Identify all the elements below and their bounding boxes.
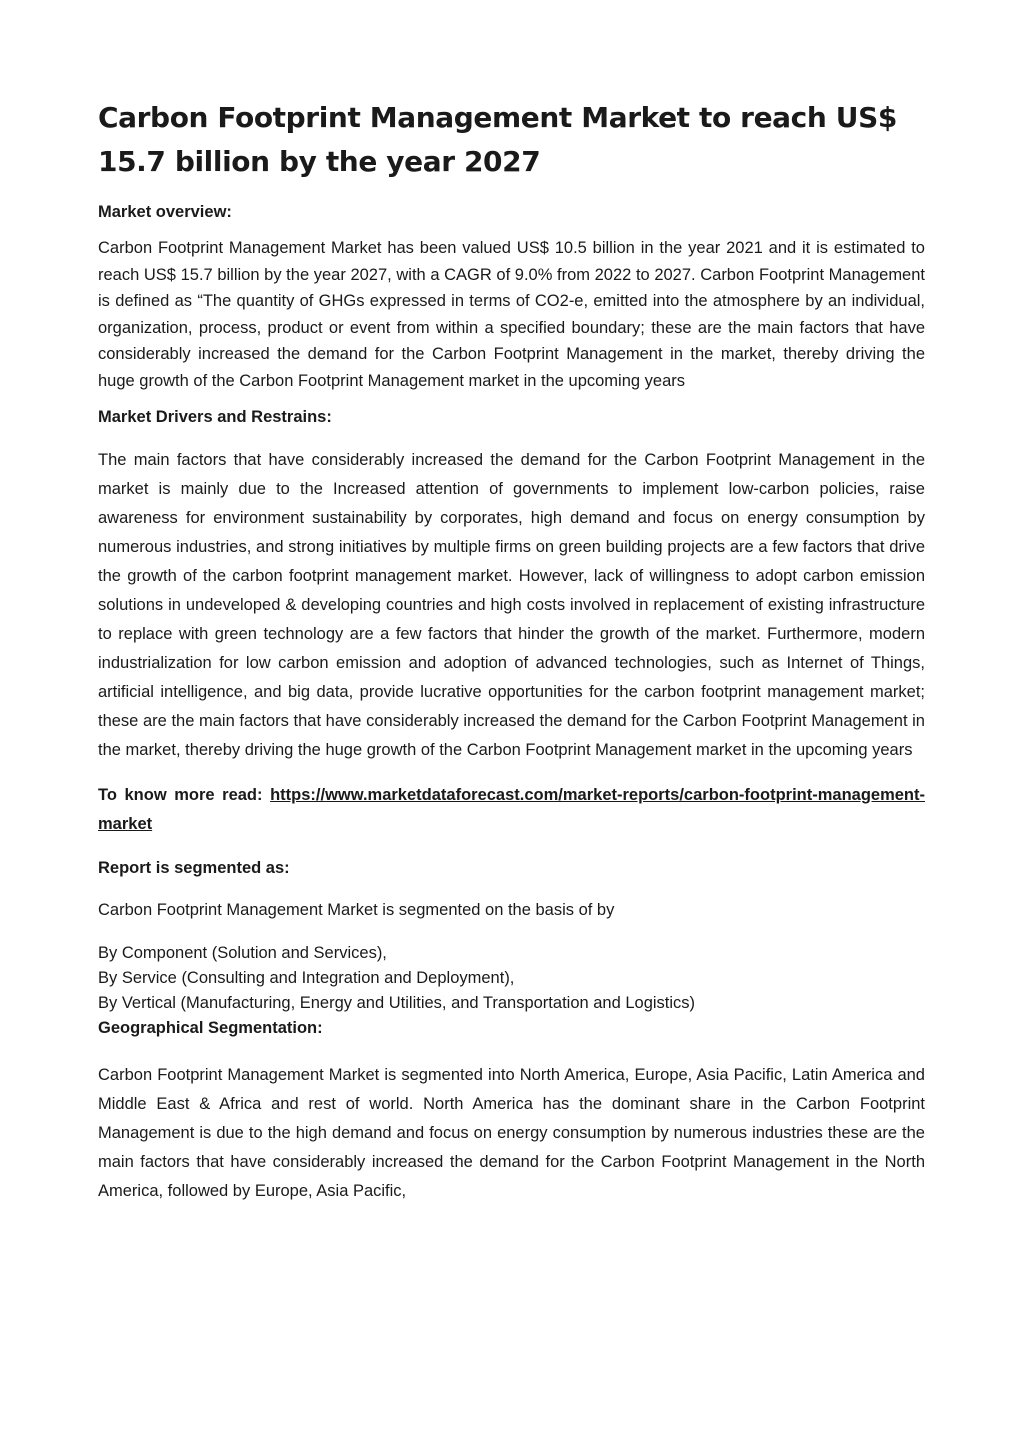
drivers-text: The main factors that have considerably increased the demand for the Carbon Footprint Management in the market is mainly due to the Increased attention of governments to implement low-carbon policies, raise awareness for environment sustainability by corporates, high demand and focus on energy consumption by numerous industries, and strong initiatives by multiple firms on green building projects are a few factors that drive the growth of the carbon footprint management market. However, lack of willingness to adopt carbon emission solutions in undeveloped & developing countries and high costs involved in replacement of existing infrastructure to replace with green technology are a few factors that hinder the growth of the market. Furthermore, modern industrialization for low carbon emission and adoption of advanced technologies, such as Internet of Things, artificial intelligence, and big data, provide lucrative opportunities for the carbon footprint management market; these are the main factors that have considerably increased the demand for the Carbon Footprint Management in the market, thereby driving the huge growth of the Carbon Footprint Management market in the upcoming years (98, 451, 925, 759)
document-page (98, 96, 925, 1222)
list-item: By Service (Consulting and Integration and Deployment), (98, 969, 515, 987)
market-overview-text: Carbon Footprint Management Market has been valued US$ 10.5 billion in the year 2021 and it is estimated to reach US$ 15.7 billion by the year 2027, with a CAGR of 9.0% from 2022 to 2027. Carbon Footprint Management is defined as “The quantity of GHGs expressed in terms of CO2-e, emitted into the atmosphere by an individual, organization, process, product or event from within a specified boundary; these are the main factors that have considerably increased the demand for the Carbon Footprint Management in the market, thereby driving the huge growth of the Carbon Footprint Management market in the upcoming years (98, 239, 925, 390)
segmentation-intro: Carbon Footprint Management Market is segmented on the basis of by (98, 901, 615, 919)
list-item: By Component (Solution and Services), (98, 944, 387, 962)
page-title: Carbon Footprint Management Market to reach US$ 15.7 billion by the year 2027 (98, 101, 897, 178)
read-more-label: To know more read: (98, 786, 263, 804)
segmentation-list (98, 941, 925, 1016)
read-more-link[interactable]: https://www.marketdataforecast.com/market-reports/carbon-footprint-management-market (98, 786, 925, 833)
segmentation-heading: Report is segmented as: (98, 859, 290, 877)
drivers-heading: Market Drivers and Restrains: (98, 408, 332, 426)
market-overview-heading: Market overview: (98, 203, 232, 221)
geography-heading: Geographical Segmentation: (98, 1019, 323, 1037)
list-item: By Vertical (Manufacturing, Energy and Utilities, and Transportation and Logistics) (98, 994, 696, 1012)
geography-text: Carbon Footprint Management Market is segmented into North America, Europe, Asia Pacific, Latin America and Middle East & Africa and rest of world. North America has the dominant share in the Carbon Footprint Management is due to the high demand and focus on energy consumption by numerous industries these are the main factors that have considerably increased the demand for the Carbon Footprint Management in the North America, followed by Europe, Asia Pacific, (98, 1066, 925, 1200)
read-more-line (98, 781, 925, 839)
